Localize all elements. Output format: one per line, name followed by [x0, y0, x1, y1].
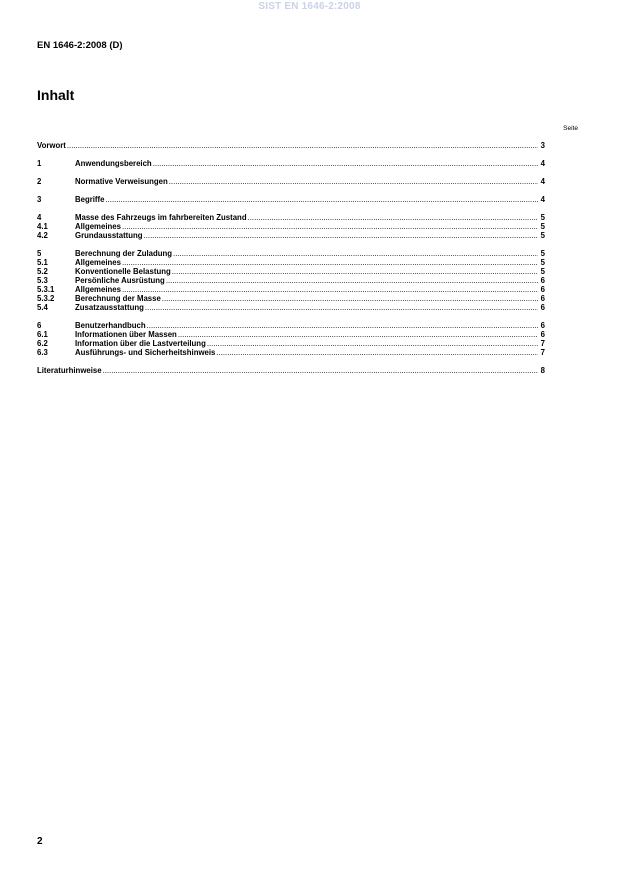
toc-entry-title: Allgemeines: [75, 285, 121, 294]
toc-entry-number: 6.3: [37, 348, 48, 357]
toc-entry-title: Masse des Fahrzeugs im fahrbereiten Zustand: [75, 213, 247, 222]
toc-entry-title: Begriffe: [75, 195, 105, 204]
toc-entry-page: 5: [540, 258, 545, 267]
toc-entry-title: Berechnung der Zuladung: [75, 249, 173, 258]
toc-entry-title: Persönliche Ausrüstung: [75, 276, 165, 285]
toc-leader-dots: [153, 159, 538, 168]
toc-entry-page: 4: [540, 195, 545, 204]
toc-entry-title: Vorwort: [37, 141, 66, 150]
toc-leader-dots: [145, 303, 538, 312]
toc-entry-page: 4: [540, 159, 545, 168]
toc-entry-title: Normative Verweisungen: [75, 177, 168, 186]
toc-entry-2[interactable]: [37, 177, 545, 186]
toc-entry-page: 6: [540, 303, 545, 312]
toc-entry-title: Benutzerhandbuch: [75, 321, 146, 330]
toc-entry-5[interactable]: [37, 249, 545, 258]
toc-leader-dots: [248, 213, 538, 222]
toc-leader-dots: [162, 294, 538, 303]
toc-entry-5-3[interactable]: [37, 276, 545, 285]
toc-entry-4[interactable]: [37, 213, 545, 222]
toc-leader-dots: [166, 276, 538, 285]
toc-entry-page: 5: [540, 267, 545, 276]
toc-entry-page: 6: [540, 330, 545, 339]
toc-leader-dots: [178, 330, 538, 339]
toc-entry-number: 4.2: [37, 231, 48, 240]
toc-entry-literaturhinweise[interactable]: [37, 366, 545, 375]
table-of-contents: [37, 141, 545, 375]
toc-entry-page: 5: [540, 231, 545, 240]
toc-entry-number: 6: [37, 321, 42, 330]
toc-entry-page: 6: [540, 294, 545, 303]
toc-entry-number: 5.3.2: [37, 294, 55, 303]
toc-entry-number: 5.4: [37, 303, 48, 312]
toc-entry-number: 2: [37, 177, 42, 186]
toc-entry-4-1[interactable]: [37, 222, 545, 231]
toc-entry-number: 5.2: [37, 267, 48, 276]
toc-entry-page: 5: [540, 222, 545, 231]
toc-entry-page: 3: [540, 141, 545, 150]
toc-entry-number: 4.1: [37, 222, 48, 231]
toc-leader-dots: [216, 348, 538, 357]
toc-entry-page: 5: [540, 249, 545, 258]
toc-entry-title: Allgemeines: [75, 258, 121, 267]
toc-entry-title: Berechnung der Masse: [75, 294, 161, 303]
toc-entry-page: 5: [540, 213, 545, 222]
toc-entry-6-1[interactable]: [37, 330, 545, 339]
toc-entry-page: 7: [540, 348, 545, 357]
document-id: EN 1646-2:2008 (D): [37, 40, 123, 51]
toc-entry-6[interactable]: [37, 321, 545, 330]
toc-entry-number: 3: [37, 195, 42, 204]
toc-entry-number: 6.1: [37, 330, 48, 339]
toc-entry-5-3-1[interactable]: [37, 285, 545, 294]
toc-entry-title: Informationen über Massen: [75, 330, 177, 339]
toc-entry-5-2[interactable]: [37, 267, 545, 276]
toc-entry-page: 6: [540, 276, 545, 285]
toc-entry-number: 4: [37, 213, 42, 222]
toc-leader-dots: [105, 195, 538, 204]
toc-leader-dots: [147, 321, 538, 330]
toc-entry-title: Grundausstattung: [75, 231, 143, 240]
toc-entry-5-4[interactable]: [37, 303, 545, 312]
toc-entry-6-2[interactable]: [37, 339, 545, 348]
toc-entry-number: 6.2: [37, 339, 48, 348]
toc-entry-title: Konventionelle Belastung: [75, 267, 171, 276]
toc-entry-page: 7: [540, 339, 545, 348]
toc-leader-dots: [207, 339, 538, 348]
toc-leader-dots: [122, 285, 538, 294]
toc-leader-dots: [172, 267, 538, 276]
toc-leader-dots: [122, 258, 538, 267]
toc-leader-dots: [67, 141, 538, 150]
toc-entry-6-3[interactable]: [37, 348, 545, 357]
toc-entry-page: 6: [540, 321, 545, 330]
toc-leader-dots: [144, 231, 538, 240]
toc-entry-title: Zusatzausstattung: [75, 303, 144, 312]
toc-entry-page: 4: [540, 177, 545, 186]
toc-entry-number: 5.1: [37, 258, 48, 267]
toc-entry-page: 6: [540, 285, 545, 294]
toc-leader-dots: [122, 222, 538, 231]
toc-entry-title: Allgemeines: [75, 222, 121, 231]
toc-entry-number: 5.3: [37, 276, 48, 285]
toc-page-column-label: Seite: [563, 125, 578, 132]
toc-leader-dots: [103, 366, 538, 375]
toc-entry-1[interactable]: [37, 159, 545, 168]
toc-entry-title: Literaturhinweise: [37, 366, 102, 375]
toc-entry-4-2[interactable]: [37, 231, 545, 240]
toc-entry-number: 1: [37, 159, 42, 168]
page-number: 2: [37, 836, 43, 847]
toc-leader-dots: [169, 177, 538, 186]
page-title: Inhalt: [37, 87, 75, 103]
watermark: SIST EN 1646-2:2008: [258, 1, 361, 12]
toc-leader-dots: [173, 249, 538, 258]
toc-entry-title: Information über die Lastverteilung: [75, 339, 206, 348]
toc-entry-title: Ausführungs- und Sicherheitshinweis: [75, 348, 216, 357]
toc-entry-number: 5: [37, 249, 42, 258]
toc-entry-5-3-2[interactable]: [37, 294, 545, 303]
toc-entry-5-1[interactable]: [37, 258, 545, 267]
toc-entry-vorwort[interactable]: [37, 141, 545, 150]
toc-entry-page: 8: [540, 366, 545, 375]
toc-entry-3[interactable]: [37, 195, 545, 204]
toc-entry-title: Anwendungsbereich: [75, 159, 152, 168]
toc-entry-number: 5.3.1: [37, 285, 55, 294]
